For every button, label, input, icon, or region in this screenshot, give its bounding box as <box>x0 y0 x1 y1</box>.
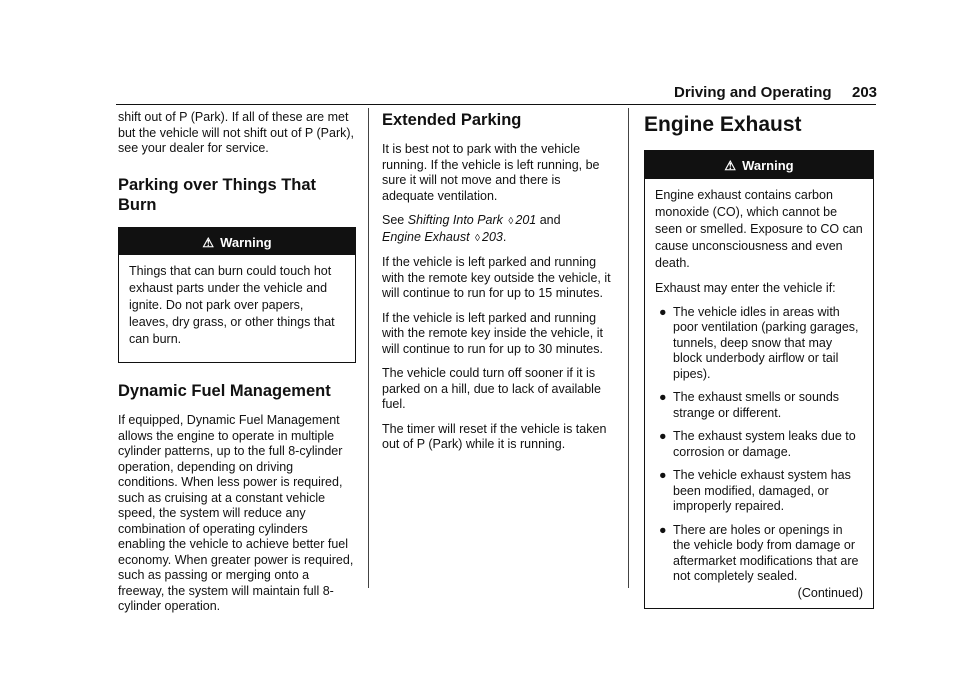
list-item: ● The vehicle idles in areas with poor ventilation (parking garages, tunnels, deep snow that may block underbody airflow or tail pipes). <box>659 304 859 381</box>
heading-engine-exhaust: Engine Exhaust <box>644 113 802 136</box>
warning-box-exhaust <box>644 150 874 609</box>
warning-header <box>645 151 873 179</box>
page-ref-icon: ◊ <box>475 232 480 244</box>
extended-p5: The vehicle could turn off sooner if it is parked on a hill, due to lack of available fuel. <box>382 366 601 411</box>
warning-text-co: Engine exhaust contains carbon monoxide (CO), which cannot be seen or smelled. Exposure to CO can cause unconsciousness and even death. <box>655 187 863 270</box>
heading-dynamic-fuel-management: Dynamic Fuel Management <box>118 382 331 400</box>
page-number: 203 <box>852 84 878 101</box>
warning-box-parking <box>118 227 356 364</box>
heading-parking-over-things: Parking over Things That Burn <box>118 175 317 214</box>
ref-page-2[interactable]: 203 <box>482 229 503 244</box>
list-item: ● The exhaust system leaks due to corrosion or damage. <box>659 429 856 459</box>
intro-paragraph: shift out of P (Park). If all of these are met but the vehicle will not shift out of P (Park), see your dealer for service. <box>118 110 354 155</box>
ref-link-engine-exhaust[interactable]: Engine Exhaust <box>382 229 470 244</box>
warning-header <box>119 228 355 256</box>
bullet-icon: ● <box>659 468 667 482</box>
warning-text-enter: Exhaust may enter the vehicle if: <box>655 280 836 295</box>
warning-triangle-icon: ⚠ <box>202 234 215 250</box>
column-divider-2 <box>628 108 629 588</box>
warning-triangle-icon: ⚠ <box>724 158 737 173</box>
warning-label: Warning <box>220 234 272 250</box>
ref-page-1[interactable]: 201 <box>515 213 537 227</box>
warning-label: Warning <box>742 158 794 173</box>
column-3 <box>644 110 874 623</box>
bullet-icon: ● <box>659 522 667 537</box>
bullet-icon: ● <box>659 390 667 404</box>
extended-p1: It is best not to park with the vehicle running. If the vehicle is left running, be sure it will not move and there is adequate ventilation. <box>382 142 600 203</box>
header-rule <box>116 104 876 105</box>
warning-body <box>119 255 355 362</box>
continued-label: (Continued) <box>797 585 863 600</box>
see-references: See Shifting Into Park ◊ 201 and Engine Exhaust ◊ 203. <box>382 213 561 244</box>
warning-text: Things that can burn could touch hot exhaust parts under the vehicle and ignite. Do not park over papers, leaves, dry grass, or other things that can burn. <box>129 264 335 346</box>
exhaust-bullet-list <box>655 305 863 585</box>
list-item: ● The exhaust smells or sounds strange or different. <box>659 390 840 420</box>
dfm-paragraph: If equipped, Dynamic Fuel Management allows the engine to operate in multiple cylinder patterns, up to the full 8-cylinder operation, depending on driving conditions. When less power is required, such as cruising at a constant vehicle speed, the system will reduce any combination of operating cylinders enabling the vehicle to achieve better fuel economy. When greater power is required, such as passing or merging onto a freeway, the system will maintain full 8-cylinder operation. <box>118 413 354 613</box>
ref-link-shifting-into-park[interactable]: Shifting Into Park <box>407 213 503 227</box>
heading-extended-parking: Extended Parking <box>382 111 522 129</box>
extended-p6: The timer will reset if the vehicle is taken out of P (Park) while it is running. <box>382 421 607 451</box>
column-2 <box>382 110 616 462</box>
page-ref-icon: ◊ <box>508 216 514 227</box>
warning-body <box>645 179 873 608</box>
bullet-icon: ● <box>659 304 667 319</box>
column-1 <box>118 110 356 624</box>
extended-p3: If the vehicle is left parked and running with the remote key outside the vehicle, it will continue to run for up to 15 minutes. <box>382 255 611 300</box>
extended-p4: If the vehicle is left parked and running with the remote key inside the vehicle, it will continue to run for up to 30 minutes. <box>382 310 603 356</box>
list-item: ● There are holes or openings in the vehicle body from damage or aftermarket modifications that are not completely sealed. <box>659 522 859 583</box>
running-header-section: Driving and Operating <box>674 84 832 101</box>
column-divider-1 <box>368 108 369 588</box>
bullet-icon: ● <box>659 429 667 443</box>
list-item: ● The vehicle exhaust system has been modified, damaged, or improperly repaired. <box>659 468 851 513</box>
